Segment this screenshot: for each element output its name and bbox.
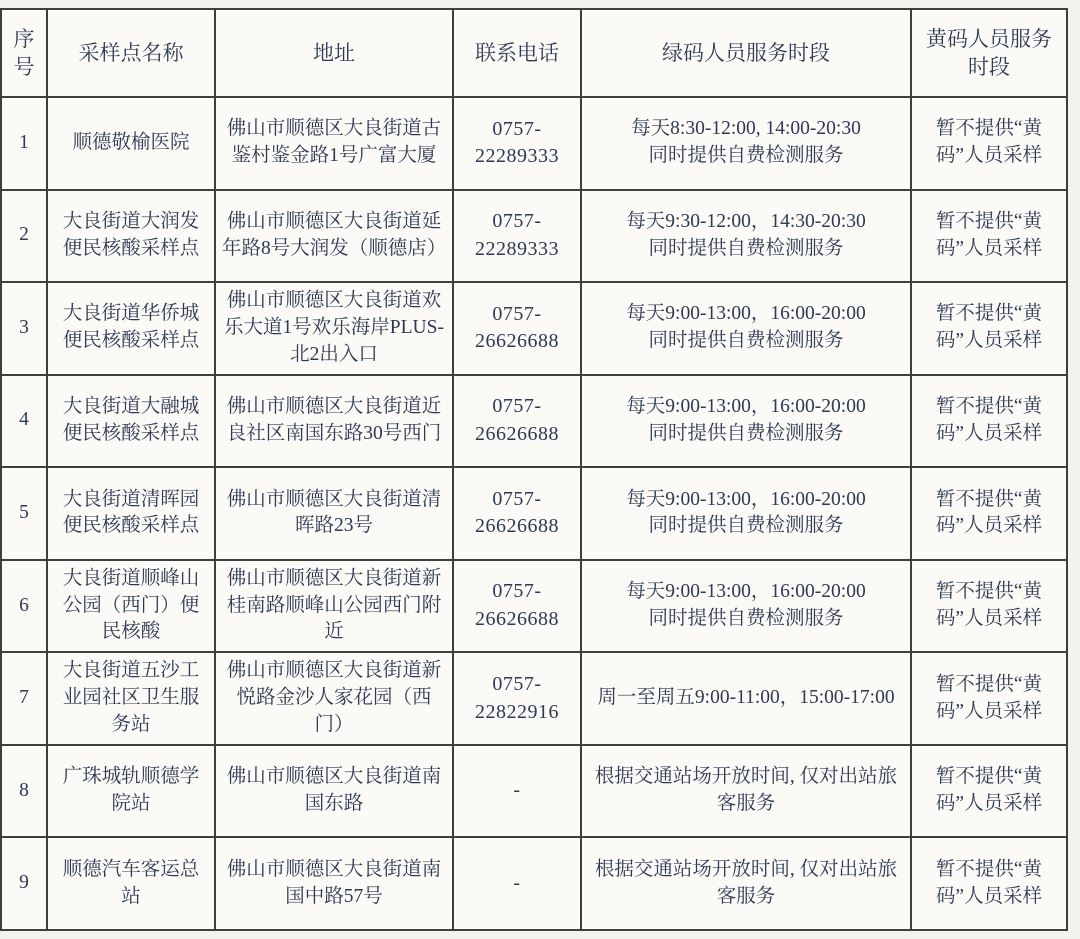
cell-yellow-code-hours: 暂不提供“黄码”人员采样: [911, 560, 1067, 653]
cell-yellow-code-hours: 暂不提供“黄码”人员采样: [911, 97, 1067, 190]
green-hours-time: 每天9:00-13:00，16:00-20:00: [626, 581, 866, 603]
cell-serial-number: 1: [1, 97, 47, 190]
cell-serial-number: 4: [1, 375, 47, 468]
cell-address: 佛山市顺德区大良街道清晖路23号: [215, 467, 453, 560]
cell-serial-number: 3: [1, 282, 47, 375]
cell-green-code-hours: [581, 652, 911, 745]
header-address: 地址: [215, 9, 453, 97]
cell-site-name: 大良街道大润发便民核酸采样点: [47, 190, 215, 283]
green-hours-note: 同时提供自费检测服务: [648, 237, 844, 259]
cell-phone: 0757-22822916: [453, 652, 581, 745]
table-row: [1, 745, 1067, 838]
cell-phone: 0757-26626688: [453, 467, 581, 560]
cell-site-name: 顺德汽车客运总站: [47, 837, 215, 930]
cell-address: 佛山市顺德区大良街道近良社区南国东路30号西门: [215, 375, 453, 468]
cell-green-code-hours: [581, 375, 911, 468]
cell-site-name: 大良街道清晖园便民核酸采样点: [47, 467, 215, 560]
cell-address: 佛山市顺德区大良街道新悦路金沙人家花园（西门）: [215, 652, 453, 745]
cell-address: 佛山市顺德区大良街道南国东路: [215, 745, 453, 838]
table-row: [1, 190, 1067, 283]
header-serial-number: 序号: [1, 9, 47, 97]
cell-yellow-code-hours: 暂不提供“黄码”人员采样: [911, 282, 1067, 375]
green-hours-note: 同时提供自费检测服务: [648, 145, 844, 167]
cell-site-name: 大良街道顺峰山公园（西门）便民核酸: [47, 560, 215, 653]
cell-green-code-hours: [581, 745, 911, 838]
cell-phone: -: [453, 837, 581, 930]
table-row: [1, 467, 1067, 560]
header-green-code-hours: 绿码人员服务时段: [581, 9, 911, 97]
cell-serial-number: 5: [1, 467, 47, 560]
cell-address: 佛山市顺德区大良街道南国中路57号: [215, 837, 453, 930]
cell-yellow-code-hours: 暂不提供“黄码”人员采样: [911, 190, 1067, 283]
cell-address: 佛山市顺德区大良街道延年路8号大润发（顺德店）: [215, 190, 453, 283]
cell-green-code-hours: [581, 282, 911, 375]
table-row: [1, 97, 1067, 190]
table-row: [1, 560, 1067, 653]
cell-site-name: 大良街道华侨城便民核酸采样点: [47, 282, 215, 375]
cell-phone: 0757-22289333: [453, 97, 581, 190]
cell-address: 佛山市顺德区大良街道古鉴村鉴金路1号广富大厦: [215, 97, 453, 190]
table-row: [1, 652, 1067, 745]
green-hours-note: 同时提供自费检测服务: [648, 515, 844, 537]
cell-yellow-code-hours: 暂不提供“黄码”人员采样: [911, 745, 1067, 838]
cell-serial-number: 7: [1, 652, 47, 745]
green-hours-time: 每天9:30-12:00，14:30-20:30: [626, 210, 866, 232]
green-hours-time: 每天9:00-13:00，16:00-20:00: [626, 488, 866, 510]
cell-phone: -: [453, 745, 581, 838]
cell-green-code-hours: [581, 837, 911, 930]
header-site-name: 采样点名称: [47, 9, 215, 97]
green-hours-time: 每天9:00-13:00，16:00-20:00: [626, 303, 866, 325]
green-hours-time: 根据交通站场开放时间, 仅对出站旅客服务: [594, 858, 898, 907]
cell-yellow-code-hours: 暂不提供“黄码”人员采样: [911, 652, 1067, 745]
cell-serial-number: 8: [1, 745, 47, 838]
cell-green-code-hours: [581, 467, 911, 560]
cell-site-name: 大良街道五沙工业园社区卫生服务站: [47, 652, 215, 745]
cell-green-code-hours: [581, 560, 911, 653]
green-hours-time: 每天9:00-13:00，16:00-20:00: [626, 396, 866, 417]
cell-yellow-code-hours: 暂不提供“黄码”人员采样: [911, 467, 1067, 560]
cell-green-code-hours: [581, 190, 911, 283]
cell-serial-number: 2: [1, 190, 47, 283]
green-hours-note: 同时提供自费检测服务: [648, 330, 844, 352]
nucleic-acid-sampling-sites-table: [0, 8, 1068, 931]
cell-yellow-code-hours: 暂不提供“黄码”人员采样: [911, 837, 1067, 930]
green-hours-note: 同时提供自费检测服务: [648, 422, 844, 444]
header-phone: 联系电话: [453, 9, 581, 97]
cell-serial-number: 6: [1, 560, 47, 653]
table-header-row: [1, 9, 1067, 97]
table-row: [1, 282, 1067, 375]
cell-site-name: 广珠城轨顺德学院站: [47, 745, 215, 838]
cell-serial-number: 9: [1, 837, 47, 930]
cell-address: 佛山市顺德区大良街道新桂南路顺峰山公园西门附近: [215, 560, 453, 653]
cell-phone: 0757-22289333: [453, 190, 581, 283]
table-row: [1, 837, 1067, 930]
green-hours-time: 根据交通站场开放时间, 仅对出站旅客服务: [594, 766, 898, 815]
cell-site-name: 顺德敬榆医院: [47, 97, 215, 190]
cell-green-code-hours: [581, 97, 911, 190]
table-row: [1, 375, 1067, 468]
green-hours-time: 周一至周五9:00-11:00，15:00-17:00: [597, 687, 895, 709]
green-hours-time: 每天8:30-12:00, 14:00-20:30: [631, 118, 861, 140]
cell-yellow-code-hours: 暂不提供“黄码”人员采样: [911, 375, 1067, 468]
cell-phone: 0757-26626688: [453, 375, 581, 468]
cell-phone: 0757-26626688: [453, 560, 581, 653]
cell-phone: 0757-26626688: [453, 282, 581, 375]
header-yellow-code-hours: 黄码人员服务时段: [911, 9, 1067, 97]
green-hours-note: 同时提供自费检测服务: [648, 608, 844, 629]
cell-site-name: 大良街道大融城便民核酸采样点: [47, 375, 215, 468]
cell-address: 佛山市顺德区大良街道欢乐大道1号欢乐海岸PLUS-北2出入口: [215, 282, 453, 375]
